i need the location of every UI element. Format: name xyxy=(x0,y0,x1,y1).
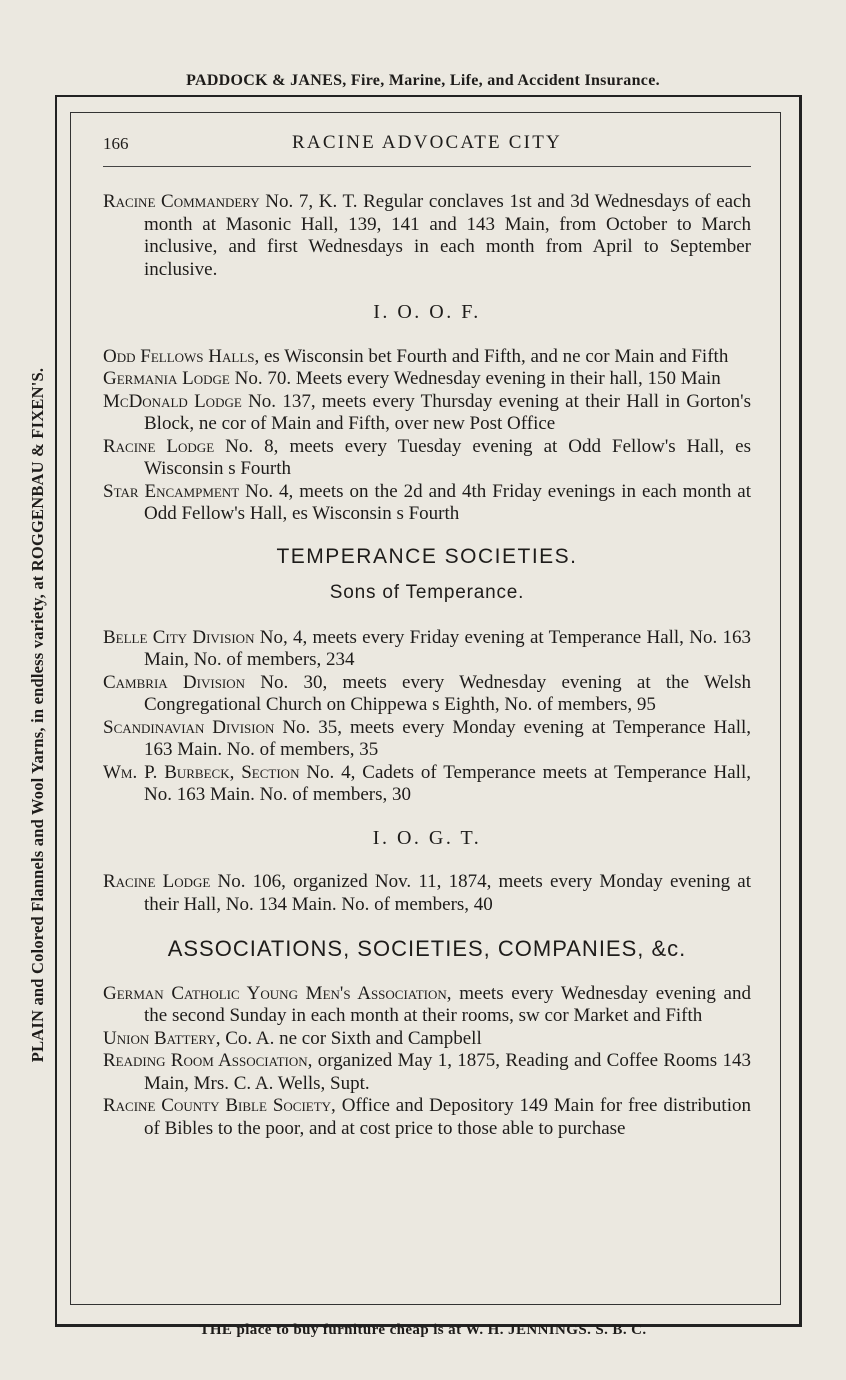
entry-name: Racine Commandery xyxy=(103,191,260,212)
entry-name: Reading Room Association, xyxy=(103,1050,313,1071)
directory-entry xyxy=(103,1050,751,1095)
entry-text: es Wisconsin bet Fourth and Fifth, and ne cor Main and Fifth xyxy=(259,345,729,367)
directory-entry xyxy=(103,346,751,369)
directory-entry xyxy=(103,191,751,281)
entry-text: No. 137, meets every Thursday evening at their Hall in Gorton's Block, ne cor of Main and Fifth, over new Post Office xyxy=(144,390,751,434)
entry-name: Racine Lodge xyxy=(103,871,211,892)
entry-name: Racine County Bible Society, xyxy=(103,1095,336,1116)
section-heading-temperance: TEMPERANCE SOCIETIES. xyxy=(276,544,578,568)
entry-text: No. 35, meets every Monday evening at Temperance Hall, 163 Main. No. of members, 35 xyxy=(144,716,751,760)
directory-entry xyxy=(103,481,751,526)
entry-text: No, 4, meets every Friday evening at Temperance Hall, No. 163 Main, No. of members, 234 xyxy=(144,626,751,670)
commandery-section xyxy=(103,191,751,281)
directory-entry xyxy=(103,717,751,762)
bottom-advertisement: THE place to buy furniture cheap is at W. H. JENNINGS. S. B. C. xyxy=(199,1322,647,1338)
directory-entry xyxy=(103,627,751,672)
entry-name: Belle City Division xyxy=(103,626,255,648)
entry-name: Cambria Division xyxy=(103,671,246,693)
entry-name: Scandinavian Division xyxy=(103,716,275,738)
directory-entry xyxy=(103,436,751,481)
entry-text: No. 4, Cadets of Temperance meets at Temperance Hall, No. 163 Main. No. of members, 30 xyxy=(144,761,751,805)
directory-entry xyxy=(103,983,751,1028)
running-title: RACINE ADVOCATE CITY xyxy=(292,132,562,153)
entry-text: organized May 1, 1875, Reading and Coffee Rooms 143 Main, Mrs. C. A. Wells, Supt. xyxy=(144,1050,751,1094)
subheading-sons-of-temperance: Sons of Temperance. xyxy=(329,582,525,603)
directory-entry xyxy=(103,1028,751,1051)
entry-text: No. 8, meets every Tuesday evening at Odd Fellow's Hall, es Wisconsin s Fourth xyxy=(144,435,751,479)
entry-text: Co. A. ne cor Sixth and Campbell xyxy=(220,1027,482,1049)
top-advertisement: PADDOCK & JANES, Fire, Marine, Life, and Accident Insurance. xyxy=(186,72,660,89)
entry-text: No. 4, meets on the 2d and 4th Friday evenings in each month at Odd Fellow's Hall, es Wisconsin s Fourth xyxy=(144,480,751,524)
page-header xyxy=(103,130,751,160)
temperance-section xyxy=(103,546,751,807)
directory-entry xyxy=(103,762,751,807)
directory-entry xyxy=(103,368,751,391)
directory-entry xyxy=(103,1095,751,1140)
entry-text: No. 70. Meets every Wednesday evening in their hall, 150 Main xyxy=(229,368,721,389)
entry-text: No. 7, K. T. Regular conclaves 1st and 3d Wednesdays of each month at Masonic Hall, 139, 141 and 143 Main, from October to March inclusive, and first Wednesdays in each month from April to September inclusive. xyxy=(144,191,751,280)
entry-name: Odd Fellows Halls, xyxy=(103,345,260,367)
directory-entry xyxy=(103,391,751,436)
entry-text: No. 30, meets every Wednesday evening at the Welsh Congregational Church on Chippewa s Eighth, No. of members, 95 xyxy=(144,671,751,715)
entry-name: German Catholic Young Men's Association, xyxy=(103,982,452,1004)
page-number: 166 xyxy=(103,134,129,153)
entry-name: Union Battery, xyxy=(103,1027,221,1049)
entry-name: Wm. P. Burbeck, Section xyxy=(103,761,300,783)
section-heading-iogt: I. O. G. T. xyxy=(372,826,482,849)
entry-text: meets every Wednesday evening and the second Sunday in each month at their rooms, sw cor Market and Fifth xyxy=(144,982,751,1026)
associations-section xyxy=(103,938,751,1140)
entry-name: Germania Lodge xyxy=(103,368,230,389)
ioof-section xyxy=(103,301,751,526)
directory-entry xyxy=(103,871,751,916)
section-heading-associations: ASSOCIATIONS, SOCIETIES, COMPANIES, &c. xyxy=(167,936,687,961)
header-rule xyxy=(103,166,751,167)
entry-text: Office and Depository 149 Main for free distribution of Bibles to the poor, and at cost price to those able to purchase xyxy=(144,1095,751,1139)
entry-name: Star Encampment xyxy=(103,480,240,502)
directory-entry xyxy=(103,672,751,717)
directory-content xyxy=(103,191,751,1140)
section-heading-ioof: I. O. O. F. xyxy=(373,301,481,323)
entry-name: Racine Lodge xyxy=(103,435,215,457)
entry-name: McDonald Lodge xyxy=(103,390,242,412)
iogt-section xyxy=(103,827,751,917)
entry-text: No. 106, organized Nov. 11, 1874, meets every Monday evening at their Hall, No. 134 Main. No. of members, 40 xyxy=(144,871,752,915)
side-advertisement: PLAIN and Colored Flannels and Wool Yarns, in endless variety, at ROGGENBAU & FIXEN'S. xyxy=(28,367,47,1063)
